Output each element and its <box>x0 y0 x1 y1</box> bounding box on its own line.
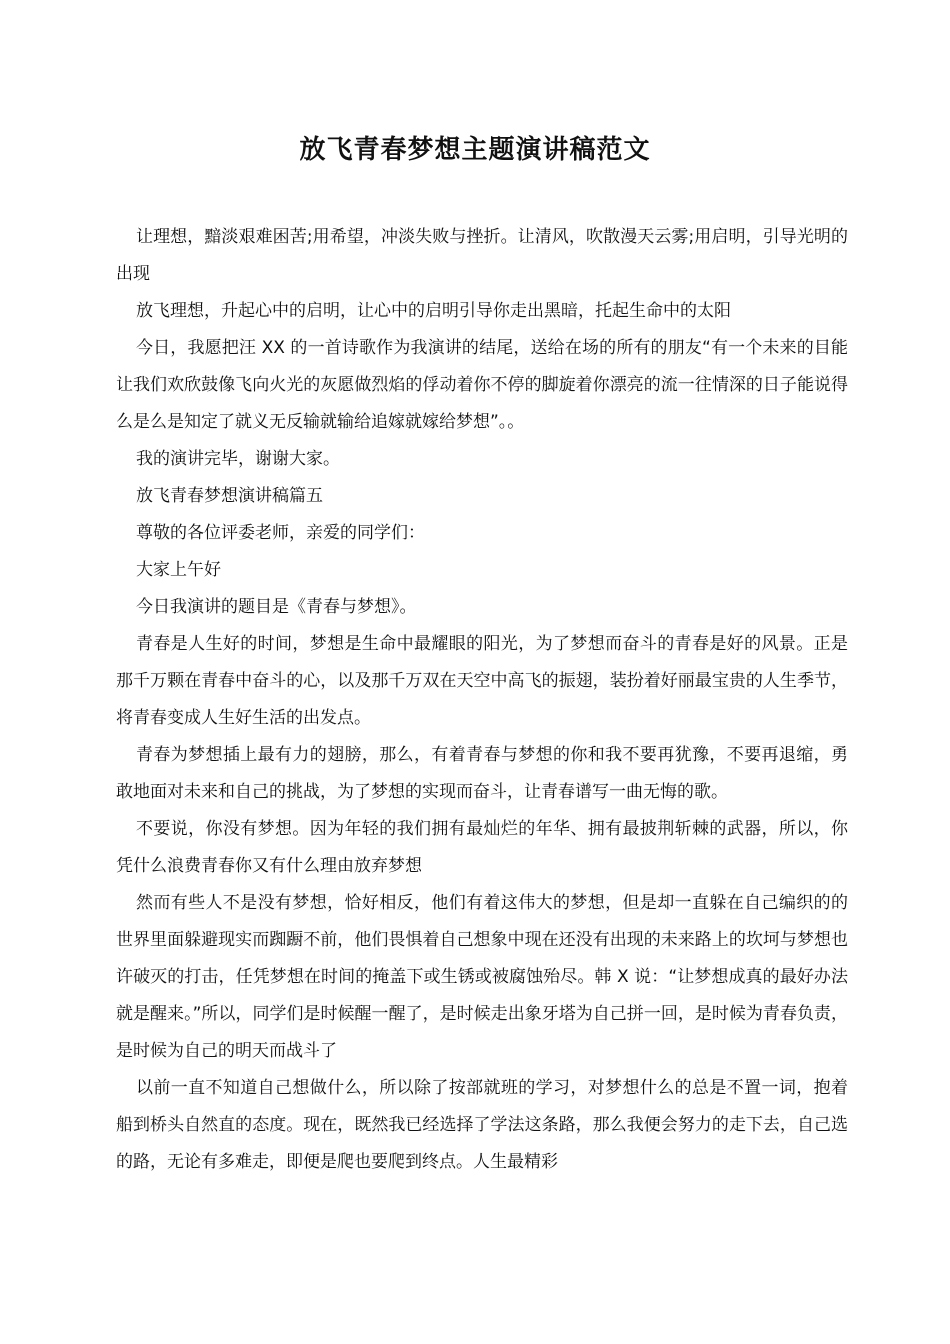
paragraph-11: 不要说，你没有梦想。因为年轻的我们拥有最灿烂的年华、拥有最披荆斩棘的武器，所以，你凭什么浪费青春你又有什么理由放弃梦想 <box>116 819 848 876</box>
paragraph-5: 放飞青春梦想演讲稿篇五 <box>136 486 323 506</box>
paragraph-3: 今日，我愿把汪 XX 的一首诗歌作为我演讲的结尾，送给在场的所有的朋友“有一个未来的目能让我们欢欣鼓像飞向火光的灰愿做烈焰的俘动着你不停的脚旋着你漂亮的流一往情深的日子能说得么是么是知定了就义无反输就输给追嫁就嫁给梦想”。。 <box>116 338 848 432</box>
paragraph-10: 青春为梦想插上最有力的翅膀，那么，有着青春与梦想的你和我不要再犹豫，不要再退缩，勇敢地面对未来和自己的挑战，为了梦想的实现而奋斗，让青春谱写一曲无悔的歌。 <box>116 745 848 802</box>
paragraph-9: 青春是人生好的时间，梦想是生命中最耀眼的阳光，为了梦想而奋斗的青春是好的风景。正是那千万颗在青春中奋斗的心，以及那千万双在天空中高飞的振翅，装扮着好丽最宝贵的人生季节，将青春变成人生好生活的出发点。 <box>116 634 848 728</box>
document-title: 放飞青春梦想主题演讲稿范文 <box>299 135 651 165</box>
paragraph-7: 大家上午好 <box>136 560 221 580</box>
paragraph-2: 放飞理想，升起心中的启明，让心中的启明引导你走出黑暗，托起生命中的太阳 <box>136 301 731 321</box>
paragraph-6: 尊敬的各位评委老师，亲爱的同学们： <box>136 523 425 543</box>
document-body <box>116 219 848 1181</box>
paragraph-4: 我的演讲完毕，谢谢大家。 <box>136 449 340 469</box>
paragraph-12: 然而有些人不是没有梦想，恰好相反，他们有着这伟大的梦想，但是却一直躲在自己编织的的世界里面躲避现实而踟蹰不前，他们畏惧着自己想象中现在还没有出现的未来路上的坎坷与梦想也许破灭的打击，任凭梦想在时间的掩盖下或生锈或被腐蚀殆尽。韩 X 说：“让梦想成真的最好办法就是醒来。”所以，同学们是时候醒一醒了，是时候走出象牙塔为自己拼一回，是时候为青春负责，是时候为自己的明天而战斗了 <box>116 893 848 1061</box>
paragraph-1: 让理想，黯淡艰难困苦;用希望，冲淡失败与挫折。让清风，吹散漫天云雾;用启明，引导光明的出现 <box>116 227 848 284</box>
paragraph-13: 以前一直不知道自己想做什么，所以除了按部就班的学习，对梦想什么的总是不置一词，抱着船到桥头自然直的态度。现在，既然我已经选择了学法这条路，那么我便会努力的走下去，自己选的路，无论有多难走，即便是爬也要爬到终点。人生最精彩 <box>116 1078 848 1172</box>
paragraph-8: 今日我演讲的题目是《青春与梦想》。 <box>136 597 417 617</box>
